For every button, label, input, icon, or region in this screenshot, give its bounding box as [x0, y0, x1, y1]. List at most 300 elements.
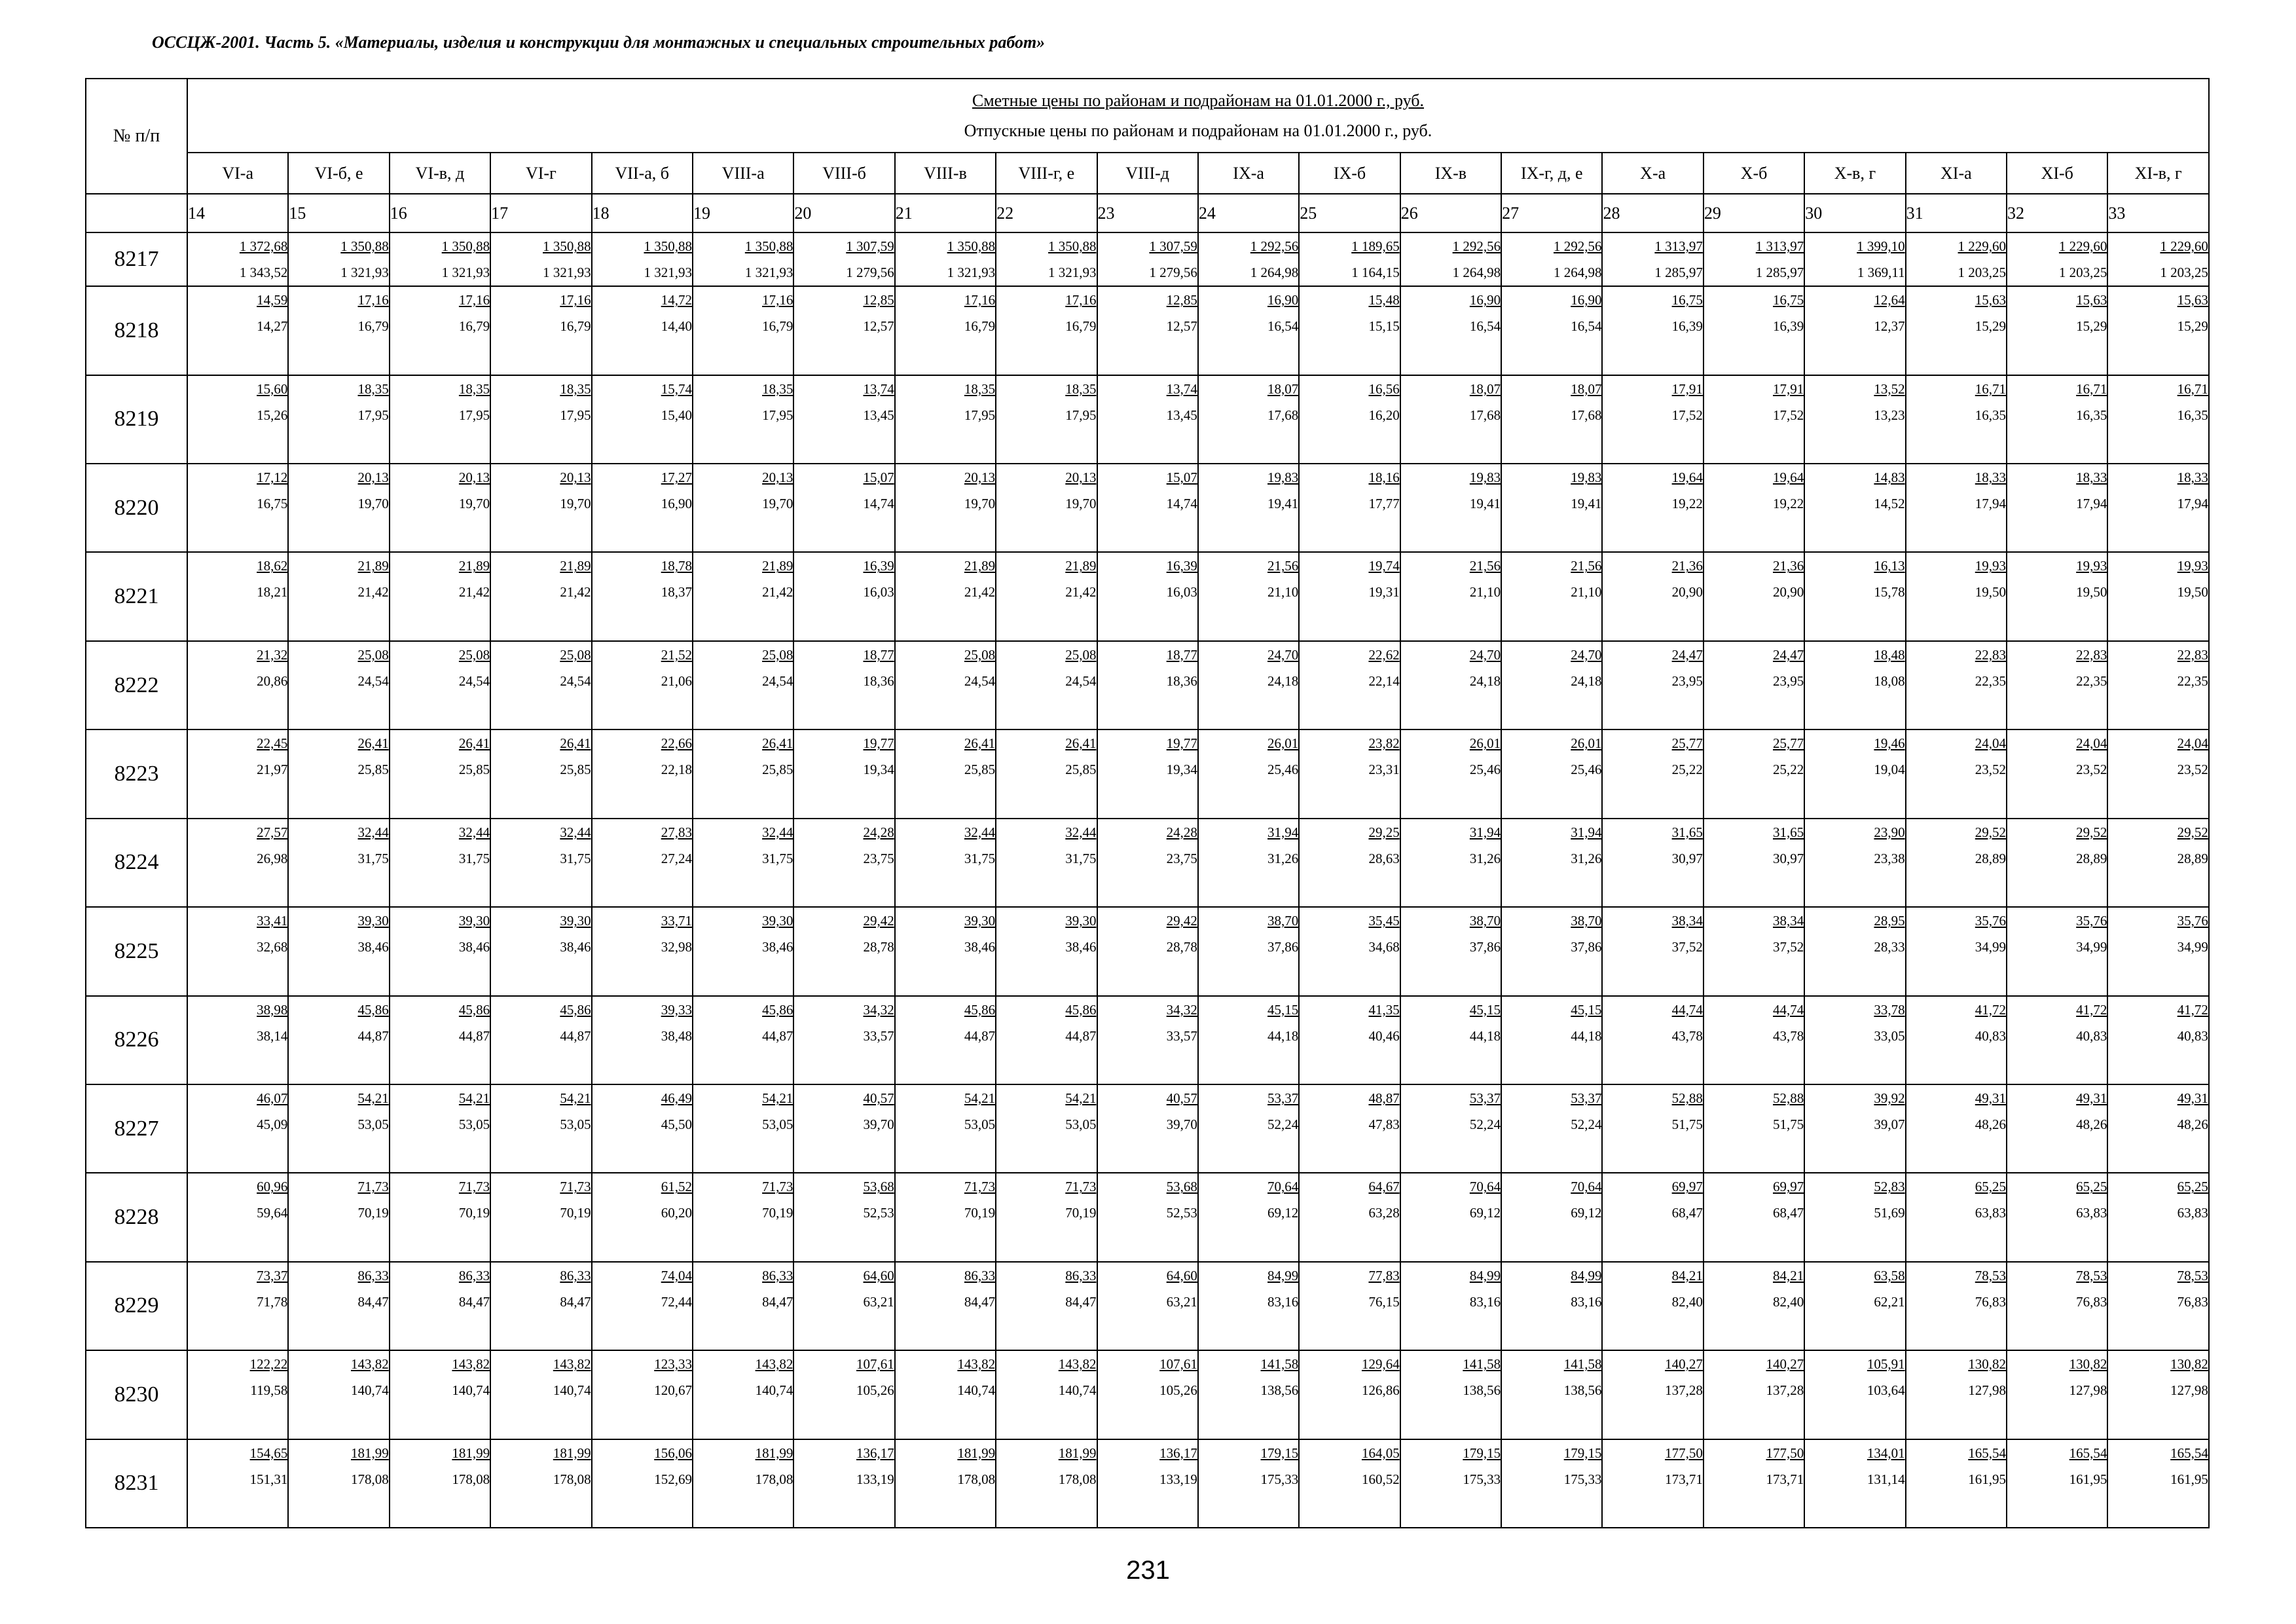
- price-cell: [288, 1350, 389, 1439]
- price-cell: [1804, 552, 1905, 640]
- release-price: 14,27: [257, 318, 288, 335]
- price-cell: [1198, 1173, 1299, 1261]
- price-cell: [793, 1439, 894, 1528]
- release-price: 44,87: [458, 1027, 490, 1044]
- region-header: VI-б, е: [288, 153, 389, 194]
- item-code: 8222: [86, 641, 187, 729]
- price-cell: [693, 232, 793, 286]
- price-cell: [895, 1439, 996, 1528]
- price-cell: [1097, 464, 1198, 552]
- estimate-price: 18,35: [560, 380, 591, 397]
- release-price: 161,95: [1968, 1471, 2007, 1487]
- estimate-price: 45,15: [1469, 1001, 1501, 1018]
- release-price: 28,78: [1166, 939, 1197, 955]
- release-price: 39,07: [1874, 1116, 1905, 1132]
- price-cell: [187, 907, 288, 995]
- region-header: VI-г: [490, 153, 591, 194]
- estimate-price: 15,63: [2076, 292, 2107, 308]
- release-price: 16,54: [1469, 318, 1501, 335]
- estimate-price: 53,68: [863, 1179, 894, 1195]
- estimate-price: 165,54: [2069, 1445, 2107, 1461]
- estimate-price: 181,99: [755, 1445, 793, 1461]
- estimate-price: 45,86: [762, 1001, 793, 1018]
- price-cell: [1602, 286, 1703, 375]
- estimate-price: 21,52: [661, 646, 692, 663]
- release-price: 13,45: [1166, 407, 1197, 423]
- price-cell: [2007, 1439, 2107, 1528]
- estimate-price: 29,25: [1368, 824, 1400, 840]
- price-cell: [1804, 1173, 1905, 1261]
- estimate-price: 20,13: [357, 470, 389, 486]
- release-price: 133,19: [856, 1471, 894, 1487]
- estimate-price: 39,30: [762, 913, 793, 929]
- column-number: 28: [1602, 194, 1703, 232]
- price-cell: [793, 232, 894, 286]
- release-prices-title: Отпускные цены по районам и подрайонам на 01.01.2000 г., руб.: [964, 120, 1432, 140]
- estimate-price: 12,64: [1874, 292, 1905, 308]
- release-price: 53,05: [964, 1116, 996, 1132]
- price-cell: [1198, 1350, 1299, 1439]
- release-price: 70,19: [560, 1205, 591, 1221]
- release-price: 37,86: [1571, 939, 1602, 955]
- release-price: 30,97: [1773, 850, 1804, 866]
- price-cell: [1704, 375, 1804, 464]
- estimate-price: 38,70: [1571, 913, 1602, 929]
- release-price: 16,20: [1368, 407, 1400, 423]
- estimate-price: 28,95: [1874, 913, 1905, 929]
- price-cell: [1704, 1173, 1804, 1261]
- release-price: 175,33: [1563, 1471, 1602, 1487]
- release-price: 70,19: [964, 1205, 996, 1221]
- release-price: 23,52: [1975, 762, 2007, 778]
- estimate-price: 17,16: [1065, 292, 1097, 308]
- release-price: 15,15: [1368, 318, 1400, 335]
- release-price: 84,47: [964, 1293, 996, 1310]
- release-price: 17,52: [1671, 407, 1703, 423]
- release-price: 140,74: [1058, 1382, 1097, 1399]
- price-cell: [2107, 1350, 2209, 1439]
- item-code: 8229: [86, 1262, 187, 1350]
- estimate-price: 130,82: [2170, 1356, 2208, 1373]
- estimate-price: 33,78: [1874, 1001, 1905, 1018]
- region-header: XI-б: [2007, 153, 2107, 194]
- estimate-price: 65,25: [2076, 1179, 2107, 1195]
- release-price: 17,95: [1065, 407, 1097, 423]
- release-price: 140,74: [755, 1382, 793, 1399]
- price-cell: [288, 1262, 389, 1350]
- estimate-price: 25,08: [458, 646, 490, 663]
- release-price: 31,75: [458, 850, 490, 866]
- price-cell: [1704, 641, 1804, 729]
- estimate-price: 22,83: [2076, 646, 2107, 663]
- price-cell: [1198, 1439, 1299, 1528]
- estimate-price: 29,52: [1975, 824, 2007, 840]
- price-cell: [288, 375, 389, 464]
- price-cell: [592, 1439, 693, 1528]
- release-price: 28,89: [1975, 850, 2007, 866]
- price-cell: [1704, 1350, 1804, 1439]
- estimate-price: 21,36: [1773, 558, 1804, 574]
- release-price: 178,08: [553, 1471, 591, 1487]
- price-cell: [1299, 819, 1400, 907]
- release-price: 53,05: [560, 1116, 591, 1132]
- price-cell: [1704, 1439, 1804, 1528]
- release-price: 70,19: [762, 1205, 793, 1221]
- release-price: 178,08: [755, 1471, 793, 1487]
- release-price: 63,83: [2076, 1205, 2107, 1221]
- release-price: 38,46: [762, 939, 793, 955]
- release-price: 84,47: [762, 1293, 793, 1310]
- release-price: 44,87: [1065, 1027, 1097, 1044]
- estimate-price: 34,32: [863, 1001, 894, 1018]
- column-number: 27: [1501, 194, 1602, 232]
- price-cell: [895, 552, 996, 640]
- release-price: 137,28: [1665, 1382, 1703, 1399]
- estimate-price: 71,73: [560, 1179, 591, 1195]
- item-code: 8220: [86, 464, 187, 552]
- estimate-price: 177,50: [1766, 1445, 1804, 1461]
- estimate-price: 14,59: [257, 292, 288, 308]
- estimate-price: 45,86: [357, 1001, 389, 1018]
- release-price: 140,74: [452, 1382, 490, 1399]
- estimate-price: 41,35: [1368, 1001, 1400, 1018]
- estimate-price: 86,33: [1065, 1267, 1097, 1283]
- estimate-price: 18,48: [1874, 646, 1905, 663]
- estimate-price: 141,58: [1463, 1356, 1501, 1373]
- estimate-price: 17,12: [257, 470, 288, 486]
- release-price: 138,56: [1463, 1382, 1501, 1399]
- price-cell: [2007, 464, 2107, 552]
- release-price: 83,16: [1469, 1293, 1501, 1310]
- estimate-price: 1 229,60: [2160, 238, 2208, 255]
- column-number: 25: [1299, 194, 1400, 232]
- price-cell: [895, 232, 996, 286]
- price-cell: [1906, 1350, 2007, 1439]
- price-cell: [2007, 552, 2107, 640]
- release-price: 31,75: [762, 850, 793, 866]
- estimate-price: 181,99: [553, 1445, 591, 1461]
- estimate-price: 26,41: [458, 735, 490, 752]
- release-price: 25,85: [560, 762, 591, 778]
- price-cell: [895, 1262, 996, 1350]
- estimate-price: 1 350,88: [947, 238, 996, 255]
- price-cell: [2007, 729, 2107, 818]
- release-price: 38,46: [1065, 939, 1097, 955]
- price-cell: [592, 641, 693, 729]
- estimate-price: 45,86: [1065, 1001, 1097, 1018]
- estimate-price: 1 313,97: [1755, 238, 1804, 255]
- price-cell: [793, 1084, 894, 1173]
- region-header: IX-а: [1198, 153, 1299, 194]
- price-cell: [1501, 552, 1602, 640]
- estimate-price: 41,72: [1975, 1001, 2007, 1018]
- estimate-price: 17,91: [1671, 380, 1703, 397]
- price-cell: [490, 1439, 591, 1528]
- estimate-price: 78,53: [2076, 1267, 2107, 1283]
- price-cell: [1906, 552, 2007, 640]
- estimate-price: 16,90: [1469, 292, 1501, 308]
- price-cell: [592, 907, 693, 995]
- estimate-price: 24,04: [1975, 735, 2007, 752]
- estimate-price: 19,46: [1874, 735, 1905, 752]
- estimate-price: 27,83: [661, 824, 692, 840]
- release-price: 25,46: [1469, 762, 1501, 778]
- estimate-price: 39,30: [560, 913, 591, 929]
- release-price: 16,54: [1267, 318, 1299, 335]
- release-price: 52,24: [1571, 1116, 1602, 1132]
- release-price: 39,70: [863, 1116, 894, 1132]
- price-cell: [390, 641, 490, 729]
- release-price: 1 279,56: [846, 265, 894, 281]
- release-price: 82,40: [1671, 1293, 1703, 1310]
- release-price: 53,05: [458, 1116, 490, 1132]
- price-cell: [1602, 1439, 1703, 1528]
- release-price: 21,10: [1267, 584, 1299, 600]
- region-header: X-в, г: [1804, 153, 1905, 194]
- price-cell: [2107, 232, 2209, 286]
- price-cell: [1704, 996, 1804, 1084]
- release-price: 53,05: [762, 1116, 793, 1132]
- price-cell: [1704, 907, 1804, 995]
- estimate-prices-title: Сметные цены по районам и подрайонам на 01.01.2000 г., руб.: [972, 90, 1425, 110]
- release-price: 15,29: [1975, 318, 2007, 335]
- estimate-price: 64,60: [863, 1267, 894, 1283]
- table-row: [86, 907, 2209, 995]
- release-price: 1 321,93: [947, 265, 996, 281]
- release-price: 23,31: [1368, 762, 1400, 778]
- price-cell: [2007, 1350, 2107, 1439]
- price-cell: [2007, 1262, 2107, 1350]
- price-cell: [187, 1084, 288, 1173]
- release-price: 44,87: [357, 1027, 389, 1044]
- estimate-price: 181,99: [1058, 1445, 1097, 1461]
- release-price: 140,74: [553, 1382, 591, 1399]
- price-cell: [1198, 996, 1299, 1084]
- estimate-price: 35,76: [2076, 913, 2107, 929]
- estimate-price: 38,70: [1267, 913, 1299, 929]
- price-cell: [1097, 286, 1198, 375]
- release-price: 1 321,93: [644, 265, 692, 281]
- release-price: 19,34: [1166, 762, 1197, 778]
- release-price: 44,18: [1571, 1027, 1602, 1044]
- release-price: 31,26: [1469, 850, 1501, 866]
- release-price: 83,16: [1571, 1293, 1602, 1310]
- release-price: 19,41: [1267, 496, 1299, 512]
- estimate-price: 19,93: [2076, 558, 2107, 574]
- price-cell: [288, 232, 389, 286]
- estimate-price: 77,83: [1368, 1267, 1400, 1283]
- release-price: 131,14: [1867, 1471, 1905, 1487]
- region-header: IX-г, д, е: [1501, 153, 1602, 194]
- estimate-price: 39,30: [357, 913, 389, 929]
- price-cell: [895, 907, 996, 995]
- item-code: 8231: [86, 1439, 187, 1528]
- price-cell: [288, 819, 389, 907]
- estimate-price: 19,64: [1671, 470, 1703, 486]
- estimate-price: 1 292,56: [1250, 238, 1299, 255]
- release-price: 173,71: [1766, 1471, 1804, 1487]
- price-cell: [187, 729, 288, 818]
- column-number: 21: [895, 194, 996, 232]
- estimate-price: 143,82: [553, 1356, 591, 1373]
- price-cell: [895, 1350, 996, 1439]
- price-cell: [490, 819, 591, 907]
- price-cell: [693, 1173, 793, 1261]
- estimate-price: 53,37: [1469, 1090, 1501, 1106]
- price-cell: [996, 641, 1097, 729]
- estimate-price: 21,89: [964, 558, 996, 574]
- price-cell: [288, 552, 389, 640]
- price-cell: [187, 1350, 288, 1439]
- release-price: 103,64: [1867, 1382, 1905, 1399]
- release-price: 24,18: [1571, 673, 1602, 689]
- release-price: 37,52: [1671, 939, 1703, 955]
- estimate-price: 16,75: [1773, 292, 1804, 308]
- release-price: 28,89: [2177, 850, 2208, 866]
- price-cell: [2007, 375, 2107, 464]
- price-cell: [490, 286, 591, 375]
- estimate-price: 19,93: [1975, 558, 2007, 574]
- price-cell: [1400, 819, 1501, 907]
- release-price: 178,08: [1058, 1471, 1097, 1487]
- estimate-price: 1 350,88: [1048, 238, 1097, 255]
- price-cell: [1602, 996, 1703, 1084]
- release-price: 44,18: [1267, 1027, 1299, 1044]
- estimate-price: 52,83: [1874, 1179, 1905, 1195]
- estimate-price: 53,68: [1166, 1179, 1197, 1195]
- estimate-price: 15,63: [1975, 292, 2007, 308]
- table-row: [86, 729, 2209, 818]
- price-cell: [1400, 286, 1501, 375]
- price-cell: [1501, 641, 1602, 729]
- estimate-price: 26,41: [560, 735, 591, 752]
- release-price: 23,38: [1874, 850, 1905, 866]
- release-price: 19,04: [1874, 762, 1905, 778]
- item-code: 8227: [86, 1084, 187, 1173]
- estimate-price: 165,54: [1968, 1445, 2007, 1461]
- price-cell: [895, 286, 996, 375]
- release-price: 19,50: [2076, 584, 2107, 600]
- price-cell: [187, 1262, 288, 1350]
- price-cell: [996, 996, 1097, 1084]
- estimate-price: 46,49: [661, 1090, 692, 1106]
- estimate-price: 86,33: [458, 1267, 490, 1283]
- estimate-price: 49,31: [2076, 1090, 2107, 1106]
- page-number: 231: [1126, 1556, 1170, 1585]
- price-cell: [1501, 819, 1602, 907]
- release-price: 105,26: [856, 1382, 894, 1399]
- price-cell: [693, 996, 793, 1084]
- price-cell: [1097, 1173, 1198, 1261]
- price-cell: [1400, 552, 1501, 640]
- region-header: VI-а: [187, 153, 288, 194]
- release-price: 34,99: [2076, 939, 2107, 955]
- release-price: 15,29: [2177, 318, 2208, 335]
- estimate-price: 164,05: [1361, 1445, 1400, 1461]
- price-cell: [490, 1262, 591, 1350]
- price-cell: [288, 996, 389, 1084]
- price-cell: [592, 286, 693, 375]
- release-price: 27,24: [661, 850, 692, 866]
- price-cell: [1299, 464, 1400, 552]
- release-price: 16,39: [1773, 318, 1804, 335]
- estimate-price: 179,15: [1563, 1445, 1602, 1461]
- release-price: 18,37: [661, 584, 692, 600]
- estimate-price: 69,97: [1671, 1179, 1703, 1195]
- column-number: 16: [390, 194, 490, 232]
- release-price: 1 203,25: [2160, 265, 2208, 281]
- price-cell: [288, 1439, 389, 1528]
- estimate-price: 17,91: [1773, 380, 1804, 397]
- price-cell: [1906, 1439, 2007, 1528]
- estimate-price: 35,76: [1975, 913, 2007, 929]
- release-price: 12,37: [1874, 318, 1905, 335]
- estimate-price: 84,99: [1469, 1267, 1501, 1283]
- price-cell: [793, 1350, 894, 1439]
- price-cell: [1602, 641, 1703, 729]
- item-code: 8230: [86, 1350, 187, 1439]
- price-cell: [490, 641, 591, 729]
- release-price: 43,78: [1671, 1027, 1703, 1044]
- price-cell: [1906, 729, 2007, 818]
- estimate-price: 24,04: [2177, 735, 2208, 752]
- estimate-price: 40,57: [1166, 1090, 1197, 1106]
- price-cell: [793, 1262, 894, 1350]
- price-cell: [1299, 286, 1400, 375]
- estimate-price: 18,78: [661, 558, 692, 574]
- release-price: 44,87: [560, 1027, 591, 1044]
- estimate-price: 84,99: [1267, 1267, 1299, 1283]
- estimate-price: 18,33: [2177, 470, 2208, 486]
- release-price: 178,08: [957, 1471, 996, 1487]
- price-cell: [1501, 1350, 1602, 1439]
- price-cell: [1400, 232, 1501, 286]
- release-price: 51,75: [1671, 1116, 1703, 1132]
- release-price: 76,15: [1368, 1293, 1400, 1310]
- release-price: 14,74: [1166, 496, 1197, 512]
- release-price: 48,26: [2076, 1116, 2107, 1132]
- price-cell: [2107, 641, 2209, 729]
- release-price: 1 203,25: [2058, 265, 2107, 281]
- price-cell: [490, 729, 591, 818]
- estimate-price: 38,34: [1773, 913, 1804, 929]
- price-cell: [693, 729, 793, 818]
- estimate-price: 19,83: [1571, 470, 1602, 486]
- price-cell: [1097, 907, 1198, 995]
- price-cell: [1097, 232, 1198, 286]
- release-price: 37,86: [1267, 939, 1299, 955]
- estimate-price: 18,16: [1368, 470, 1400, 486]
- release-price: 16,79: [560, 318, 591, 335]
- price-cell: [592, 729, 693, 818]
- price-cell: [1906, 819, 2007, 907]
- release-price: 138,56: [1563, 1382, 1602, 1399]
- release-price: 17,68: [1571, 407, 1602, 423]
- price-cell: [592, 819, 693, 907]
- release-price: 62,21: [1874, 1293, 1905, 1310]
- estimate-price: 130,82: [2069, 1356, 2107, 1373]
- release-price: 48,26: [2177, 1116, 2208, 1132]
- estimate-price: 24,04: [2076, 735, 2107, 752]
- release-price: 23,75: [863, 850, 894, 866]
- estimate-price: 39,30: [964, 913, 996, 929]
- price-cell: [2107, 375, 2209, 464]
- estimate-price: 134,01: [1867, 1445, 1905, 1461]
- price-cell: [490, 552, 591, 640]
- table-row: [86, 286, 2209, 375]
- release-price: 69,12: [1469, 1205, 1501, 1221]
- estimate-price: 18,35: [458, 380, 490, 397]
